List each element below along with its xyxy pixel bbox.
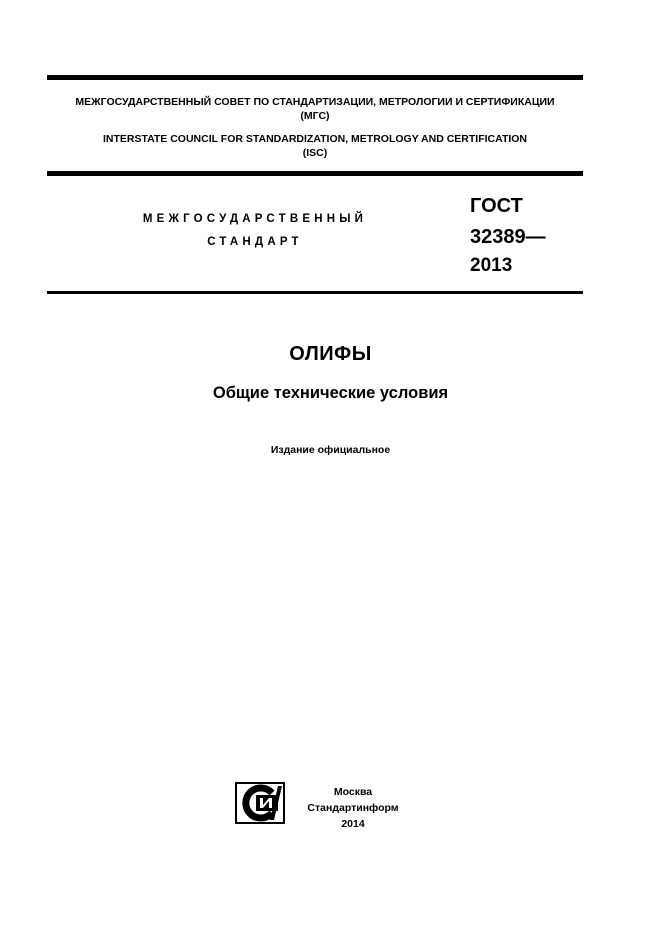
document-subtitle: Общие технические условия xyxy=(212,384,449,402)
designation-number: 32389— xyxy=(470,226,546,248)
publisher-name: Стандартинформ xyxy=(307,802,399,814)
edition-label: Издание официальное xyxy=(270,444,391,456)
designation-prefix: ГОСТ xyxy=(470,195,523,217)
document-title: ОЛИФЫ xyxy=(289,343,372,365)
council-ru-name: МЕЖГОСУДАРСТВЕННЫЙ СОВЕТ ПО СТАНДАРТИЗАЦИИ, МЕТРОЛОГИИ И СЕРТИФИКАЦИИ xyxy=(75,96,555,108)
middle-rule xyxy=(47,171,583,176)
top-rule xyxy=(47,75,583,80)
designation-year: 2013 xyxy=(470,255,513,276)
standartinform-logo-icon xyxy=(234,781,286,825)
council-en-block xyxy=(47,132,583,160)
standard-type-line1: МЕЖГОСУДАРСТВЕННЫЙ xyxy=(142,213,368,225)
standard-type-line2: СТАНДАРТ xyxy=(207,236,303,248)
publisher-year: 2014 xyxy=(341,818,365,830)
council-en-abbr: (ISC) xyxy=(302,147,328,159)
council-ru-abbr: (МГС) xyxy=(300,110,330,122)
lower-rule xyxy=(47,291,583,294)
council-en-name: INTERSTATE COUNCIL FOR STANDARDIZATION, METROLOGY AND CERTIFICATION xyxy=(102,133,528,145)
publisher-city: Москва xyxy=(333,786,373,798)
council-ru-block xyxy=(47,95,583,123)
